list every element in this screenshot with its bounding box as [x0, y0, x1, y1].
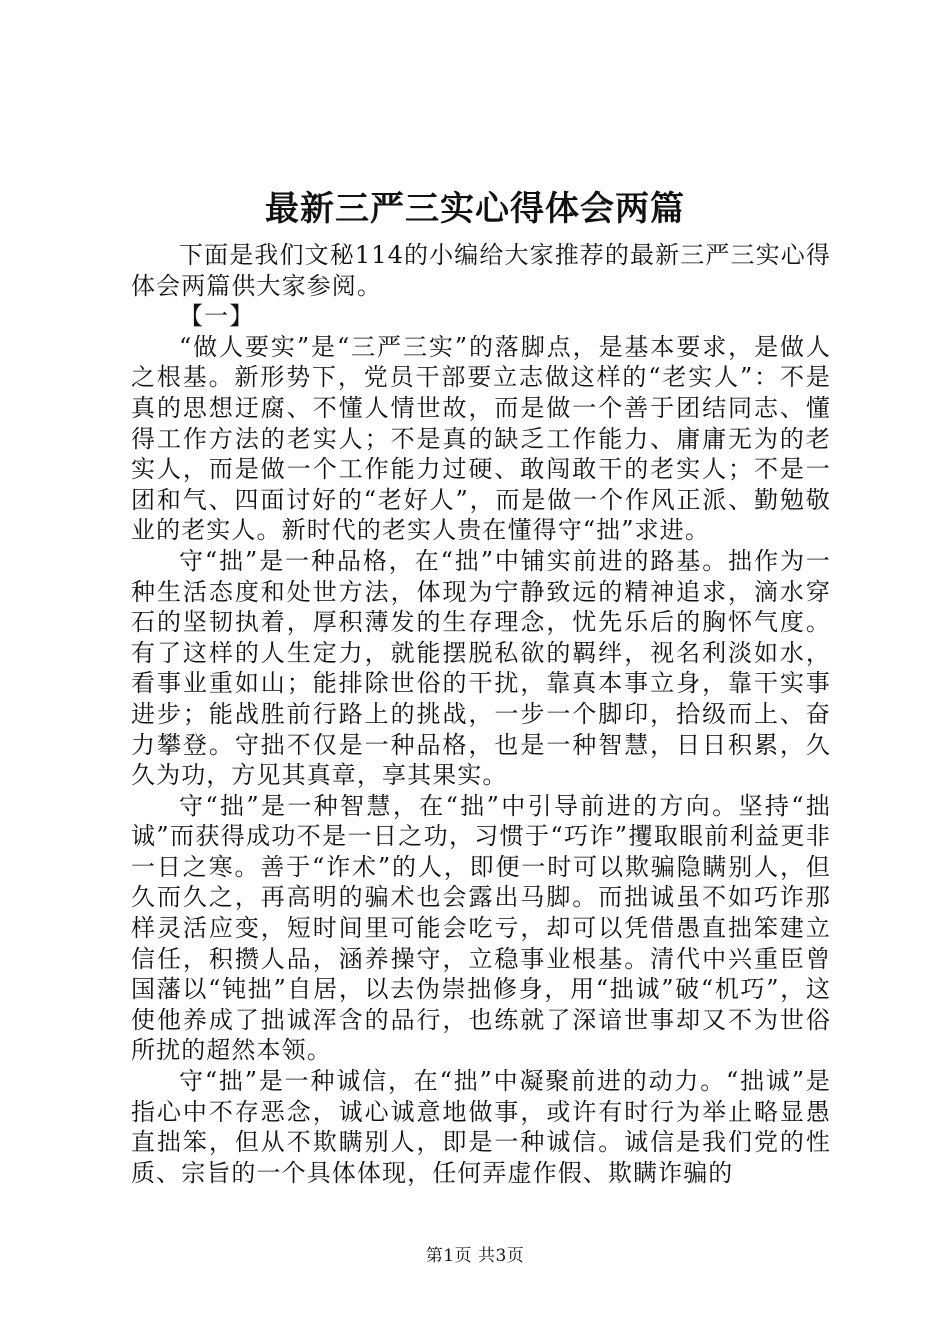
- section-label: 【一】: [179, 302, 255, 331]
- document-title: 最新三严三实心得体会两篇: [265, 189, 685, 229]
- intro-paragraph: 下面是我们文秘114的小编给大家推荐的最新三严三实心得体会两篇供大家参阅。: [131, 241, 831, 300]
- body-paragraph-3: 守“拙”是一种智慧，在“拙”中引导前进的方向。坚持“拙诚”而获得成功不是一日之功，习惯于“巧诈”攫取眼前利益更非一日之寒。善于“诈术”的人，即便一时可以欺骗隐瞒别人，但久而久之，再高明的骗术也会露出马脚。而拙诚虽不如巧诈那样灵活应变，短时间里可能会吃亏，却可以凭借愚直拙笨建立信任，积攒人品，涵养操守，立稳事业根基。清代中兴重臣曾国藩以“钝拙”自居，以去伪崇拙修身，用“拙诚”破“机巧”，这使他养成了拙诚浑含的品行，也练就了深谙世事却又不为世俗所扰的超然本领。: [131, 791, 831, 1065]
- body-paragraph-4: 守“拙”是一种诚信，在“拙”中凝聚前进的动力。“拙诚”是指心中不存恶念，诚心诚意地做事，或许有时行为举止略显愚直拙笨，但从不欺瞒别人，即是一种诚信。诚信是我们党的性质、宗旨的一个具体体现，任何弄虚作假、欺瞒诈骗的: [131, 1067, 831, 1187]
- document-body: [131, 240, 831, 1188]
- body-paragraph-1: “做人要实”是“三严三实”的落脚点，是基本要求，是做人之根基。新形势下，党员干部要立志做这样的“老实人”：不是真的思想迂腐、不懂人情世故，而是做一个善于团结同志、懂得工作方法的老实人；不是真的缺乏工作能力、庸庸无为的老实人，而是做一个工作能力过硬、敢闯敢干的老实人；不是一团和气、四面讨好的“老好人”，而是做一个作风正派、勤勉敬业的老实人。新时代的老实人贵在懂得守“拙”求进。: [131, 332, 831, 545]
- body-paragraph-2: 守“拙”是一种品格，在“拙”中铺实前进的路基。拙作为一种生活态度和处世方法，体现为宁静致远的精神追求，滴水穿石的坚韧执着，厚积薄发的生存理念，忧先乐后的胸怀气度。有了这样的人生定力，就能摆脱私欲的羁绊，视名利淡如水，看事业重如山；能排除世俗的干扰，靠真本事立身，靠干实事进步；能战胜前行路上的挑战，一步一个脚印，拾级而上、奋力攀登。守拙不仅是一种品格，也是一种智慧，日日积累，久久为功，方见其真章，享其果实。: [131, 546, 831, 790]
- page-number-footer: 第1页 共3页: [425, 1246, 525, 1266]
